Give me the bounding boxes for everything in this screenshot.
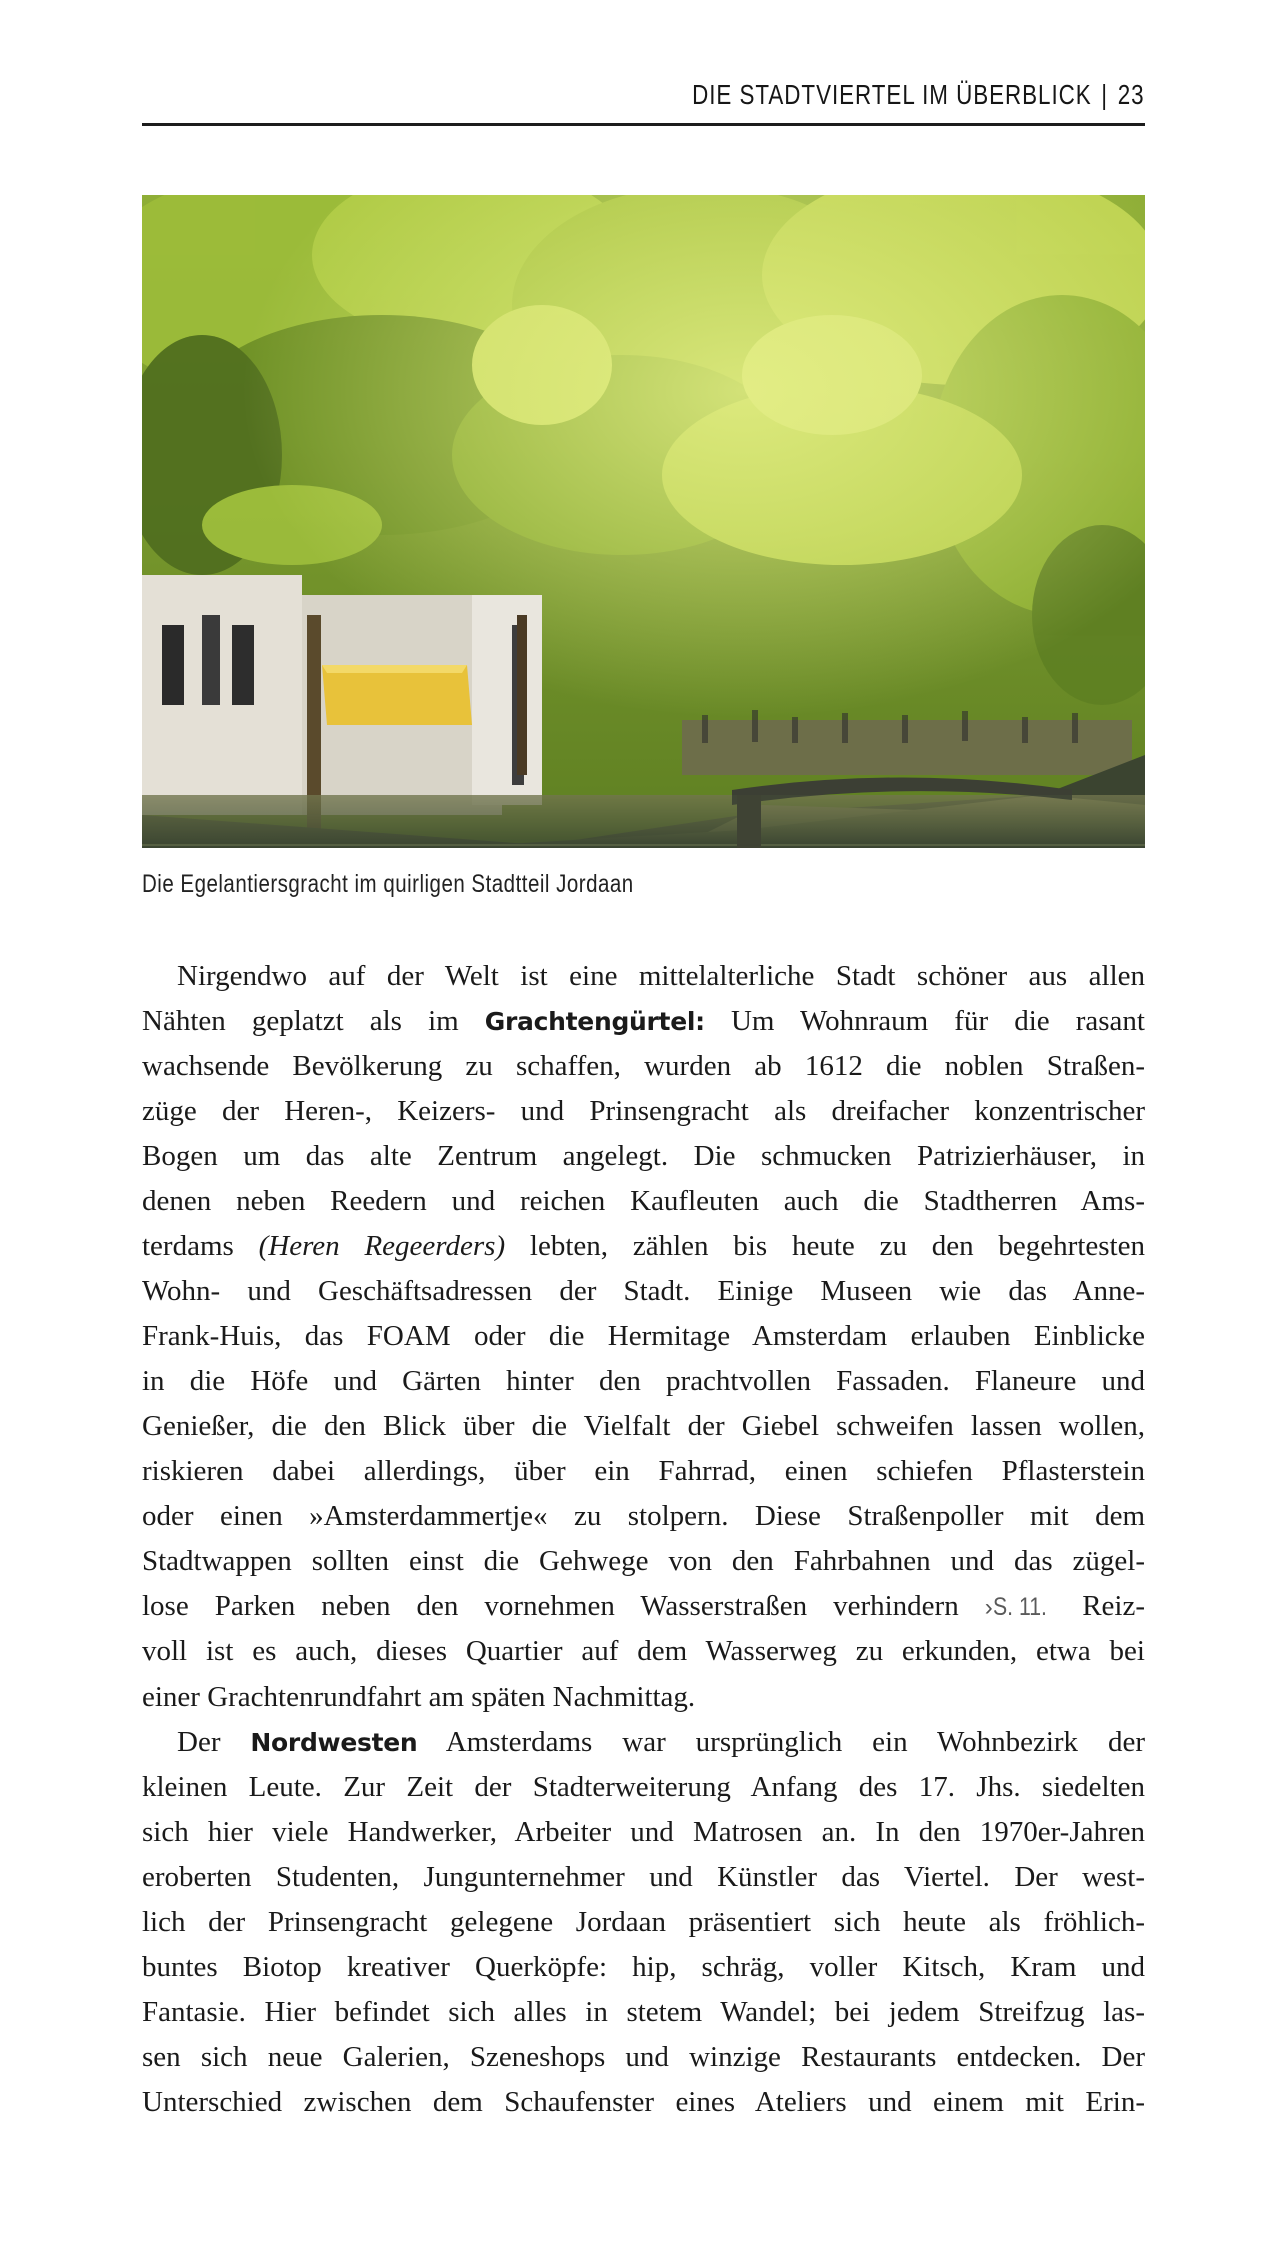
text-run: riskieren dabei allerdings, über ein Fahrrad, einen schiefen Pflasterstein <box>142 1455 1145 1488</box>
text-run: eroberten Studenten, Jungunternehmer und Künstler das Viertel. Der west- <box>142 1860 1145 1893</box>
photo-illustration <box>142 195 1145 848</box>
text-line <box>142 1724 1145 1769</box>
keyword-highlight: Grachtengürtel: <box>484 1007 705 1037</box>
text-run: Stadtwappen sollten einst die Gehwege von den Fahrbahnen und das zügel- <box>142 1545 1145 1578</box>
text-run: Genießer, die den Blick über die Vielfalt der Giebel schweifen lassen wollen, <box>142 1410 1145 1443</box>
text-run: terdams <box>142 1230 259 1263</box>
text-line <box>142 1633 1145 1678</box>
text-line <box>142 1048 1145 1093</box>
text-line <box>142 2039 1145 2084</box>
page-reference[interactable]: S. 11. <box>992 1593 1047 1622</box>
canal-photo <box>142 195 1145 848</box>
text-line <box>142 1363 1145 1408</box>
text-run: Frank-Huis, das FOAM oder die Hermitage Amsterdam erlauben Einblicke <box>142 1320 1145 1353</box>
text-run: lich der Prinsengracht gelegene Jordaan präsentiert sich heute als fröhlich- <box>142 1905 1145 1938</box>
text-line <box>142 1138 1145 1183</box>
running-head-text <box>693 78 1145 112</box>
text-run: Bogen um das alte Zentrum angelegt. Die schmucken Patrizierhäuser, in <box>142 1140 1145 1173</box>
text-run: Um Wohnraum für die rasant <box>704 1005 1145 1038</box>
reference-arrow-icon: › <box>984 1594 993 1622</box>
text-run: lose Parken neben den vornehmen Wasserstraßen verhindern <box>142 1590 985 1623</box>
text-run: denen neben Reedern und reichen Kaufleuten auch die Stadtherren Ams- <box>142 1185 1145 1218</box>
text-line <box>142 1453 1145 1498</box>
text-run: einer Grachtenrundfahrt am späten Nachmittag. <box>142 1680 696 1713</box>
text-line <box>142 1679 1145 1724</box>
text-line <box>142 1814 1145 1859</box>
text-line <box>142 1994 1145 2039</box>
text-line <box>142 1769 1145 1814</box>
italic-term: (Heren Regeerders) <box>258 1230 506 1263</box>
text-run: Amsterdams war ursprünglich ein Wohnbezirk der <box>417 1725 1145 1758</box>
page-number: 23 <box>1118 79 1145 110</box>
text-run: lebten, zählen bis heute zu den begehrtesten <box>505 1230 1145 1263</box>
text-run: Nähten geplatzt als im <box>142 1005 485 1038</box>
text-line <box>142 1543 1145 1588</box>
text-line <box>142 1408 1145 1453</box>
text-line <box>142 1273 1145 1318</box>
text-run: buntes Biotop kreativer Querköpfe: hip, schräg, voller Kitsch, Kram und <box>142 1950 1145 1983</box>
header-rule <box>142 123 1145 126</box>
text-line <box>142 1859 1145 1904</box>
text-run: sen sich neue Galerien, Szeneshops und winzige Restaurants entdecken. Der <box>142 2040 1145 2073</box>
text-line <box>142 1904 1145 1949</box>
text-line <box>142 1588 1145 1633</box>
text-run: züge der Heren-, Keizers- und Prinsengracht als dreifacher konzentrischer <box>142 1095 1145 1128</box>
text-run: kleinen Leute. Zur Zeit der Stadterweiterung Anfang des 17. Jhs. siedelten <box>142 1770 1145 1803</box>
text-run: in die Höfe und Gärten hinter den prachtvollen Fassaden. Flaneure und <box>142 1365 1145 1398</box>
paragraph <box>142 1724 1145 2129</box>
photo-caption: Die Egelantiersgracht im quirligen Stadtteil Jordaan <box>142 870 634 898</box>
text-run: sich hier viele Handwerker, Arbeiter und Matrosen an. In den 1970er-Jahren <box>142 1815 1145 1848</box>
text-line <box>142 1093 1145 1138</box>
text-line <box>142 2084 1145 2129</box>
text-run: Wohn- und Geschäftsadressen der Stadt. Einige Museen wie das Anne- <box>142 1275 1145 1308</box>
running-head <box>142 78 1145 114</box>
text-run: Fantasie. Hier befindet sich alles in stetem Wandel; bei jedem Streifzug las- <box>142 1995 1145 2028</box>
text-line <box>142 958 1145 1003</box>
body-text <box>142 958 1145 2129</box>
text-line <box>142 1183 1145 1228</box>
text-run: Reiz- <box>1056 1590 1145 1623</box>
text-line <box>142 1949 1145 1994</box>
text-run: voll ist es auch, dieses Quartier auf dem Wasserweg zu erkunden, etwa bei <box>142 1635 1145 1668</box>
text-run: oder einen »Amsterdammertje« zu stolpern. Diese Straßenpoller mit dem <box>142 1500 1145 1533</box>
text-run: Nirgendwo auf der Welt ist eine mittelalterliche Stadt schöner aus allen <box>177 960 1145 992</box>
text-line <box>142 1498 1145 1543</box>
text-line <box>142 1003 1145 1048</box>
keyword-highlight: Nordwesten <box>250 1727 418 1757</box>
header-separator: | <box>1101 79 1109 110</box>
text-run: wachsende Bevölkerung zu schaffen, wurden ab 1612 die noblen Straßen- <box>142 1050 1145 1083</box>
section-title: DIE STADTVIERTEL IM ÜBERBLICK <box>692 79 1093 110</box>
paragraph <box>142 958 1145 1724</box>
text-run: Unterschied zwischen dem Schaufenster eines Ateliers und einem mit Erin- <box>142 2085 1145 2118</box>
text-line <box>142 1318 1145 1363</box>
text-run: Der <box>177 1725 251 1758</box>
text-line <box>142 1228 1145 1273</box>
